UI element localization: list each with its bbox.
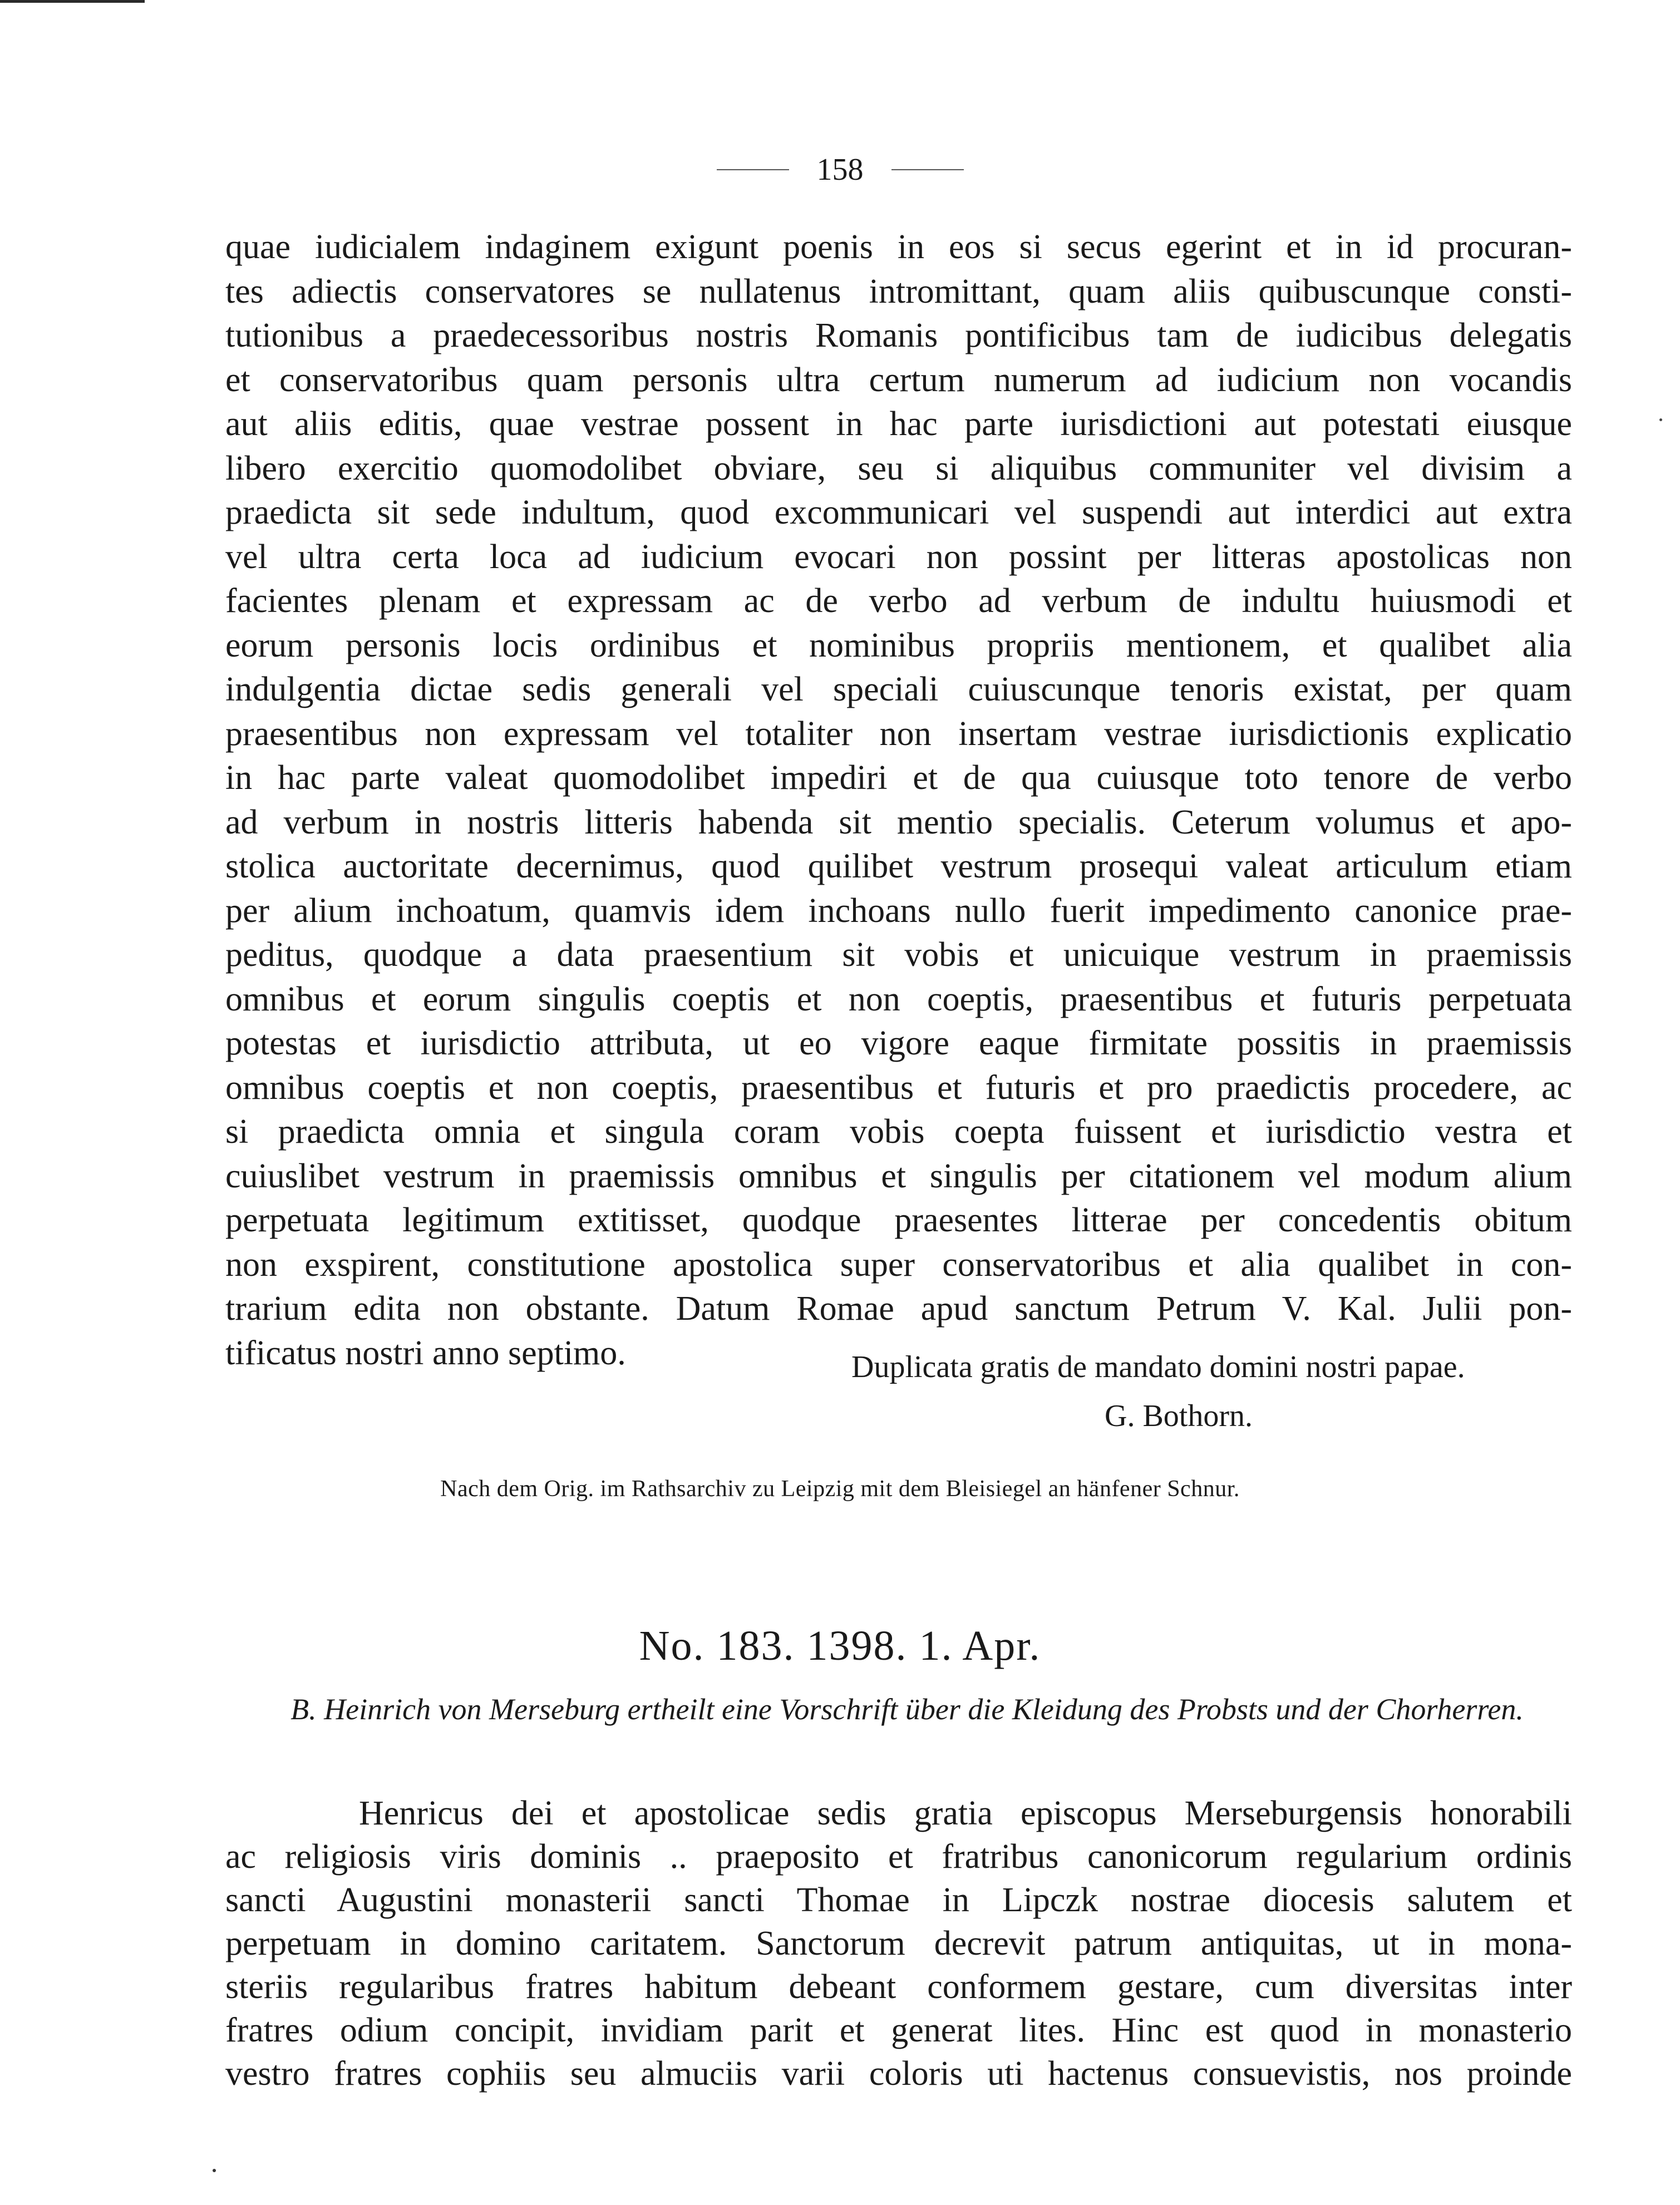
scribe-signature: G. Bothorn.	[1105, 1399, 1253, 1433]
header-dash-left	[717, 169, 789, 170]
chancery-note: Duplicata gratis de mandato domini nostri papae.	[851, 1350, 1465, 1384]
text-line: non exspirent, constitutione apostolica super conservatoribus et alia qualibet in con-	[225, 1245, 1572, 1284]
text-line: peditus, quodque a data praesentium sit vobis et unicuique vestrum in praemissis	[225, 936, 1572, 974]
text-line: in hac parte valeat quomodolibet impediri et de qua cuiusque toto tenore de verbo	[225, 759, 1572, 797]
text-line: praedicta sit sede indultum, quod excommunicari vel suspendi aut interdici aut extra	[225, 494, 1572, 531]
text-line: vel ultra certa loca ad iudicium evocari non possint per litteras apostolicas non	[225, 537, 1572, 576]
text-line: tes adiectis conservatores se nullatenus intromittant, quam aliis quibuscunque consti-	[225, 272, 1572, 310]
text-line: steriis regularibus fratres habitum debeant conformem gestare, cum diversitas inter	[225, 1968, 1572, 2006]
text-line: ac religiosis viris dominis .. praeposito et fratribus canonicorum regularium ordinis	[225, 1838, 1572, 1876]
margin-speck	[213, 2169, 216, 2172]
corner-rule	[0, 0, 145, 3]
text-line: fratres odium concipit, invidiam parit et generat lites. Hinc est quod in monasterio	[225, 2011, 1572, 2049]
text-line: perpetuata legitimum extitisset, quodque praesentes litterae per concedentis obitum	[225, 1201, 1572, 1239]
text-line: sancti Augustini monasterii sancti Thomae in Lipczk nostrae diocesis salutem et	[225, 1881, 1572, 1919]
text-line: stolica auctoritate decernimus, quod quilibet vestrum prosequi valeat articulum etiam	[225, 847, 1572, 885]
text-line: praesentibus non expressam vel totaliter non insertam vestrae iurisdictionis explicatio	[225, 714, 1572, 753]
text-line: omnibus coeptis et non coeptis, praesentibus et futuris et pro praedictis procedere, ac	[225, 1068, 1572, 1107]
text-line: omnibus et eorum singulis coeptis et non coeptis, praesentibus et futuris perpetuata	[225, 980, 1572, 1018]
page-header	[0, 149, 1680, 188]
text-line: si praedicta omnia et singula coram vobis coepta fuissent et iurisdictio vestra et	[225, 1113, 1572, 1151]
text-line: potestas et iurisdictio attributa, ut eo vigore eaque firmitate possitis in praemissis	[225, 1024, 1572, 1062]
text-line: aut aliis editis, quae vestrae possent in hac parte iurisdictioni aut potestati eiusque	[225, 405, 1572, 443]
text-line: tificatus nostri anno septimo.	[225, 1334, 626, 1372]
document-heading: No. 183. 1398. 1. Apr.	[639, 1622, 1041, 1669]
text-line: facientes plenam et expressam ac de verbo ad verbum de indultu huiusmodi et	[225, 582, 1572, 620]
text-line: perpetuam in domino caritatem. Sanctorum decrevit patrum antiquitas, ut in mona-	[225, 1925, 1572, 1962]
page-number: 158	[816, 152, 864, 188]
text-line: Henricus dei et apostolicae sedis gratia episcopus Merseburgensis honorabili	[359, 1794, 1572, 1832]
text-line: indulgentia dictae sedis generali vel speciali cuiuscunque tenoris existat, per quam	[225, 670, 1572, 708]
text-line: cuiuslibet vestrum in praemissis omnibus et singulis per citationem vel modum alium	[225, 1157, 1572, 1195]
previous-document-text	[225, 225, 1572, 1375]
margin-speck	[1659, 418, 1662, 421]
text-line: per alium inchoatum, quamvis idem inchoans nullo fuerit impedimento canonice prae-	[225, 891, 1572, 930]
text-line: quae iudicialem indaginem exigunt poenis in eos si secus egerint et in id procuran-	[225, 228, 1572, 266]
text-line: trarium edita non obstante. Datum Romae apud sanctum Petrum V. Kal. Julii pon-	[225, 1290, 1572, 1328]
text-line: ad verbum in nostris litteris habenda sit mentio specialis. Ceterum volumus et apo-	[225, 803, 1572, 841]
text-line: et conservatoribus quam personis ultra certum numerum ad iudicium non vocandis	[225, 361, 1572, 399]
document-summary: B. Heinrich von Merseburg ertheilt eine Vorschrift über die Kleidung des Probsts und der Chorherren.	[290, 1693, 1524, 1726]
text-line: libero exercitio quomodolibet obviare, seu si aliquibus communiter vel divisim a	[225, 449, 1572, 487]
header-dash-right	[891, 169, 964, 170]
text-line: vestro fratres cophiis seu almuciis varii coloris uti hactenus consuevistis, nos proinde	[225, 2055, 1572, 2093]
text-line: eorum personis locis ordinibus et nominibus propriis mentionem, et qualibet alia	[225, 626, 1572, 664]
source-note: Nach dem Orig. im Rathsarchiv zu Leipzig mit dem Bleisiegel an hänfener Schnur.	[440, 1476, 1240, 1502]
document-text	[225, 1792, 1572, 2095]
text-line: tutionibus a praedecessoribus nostris Romanis pontificibus tam de iudicibus delegatis	[225, 317, 1572, 354]
